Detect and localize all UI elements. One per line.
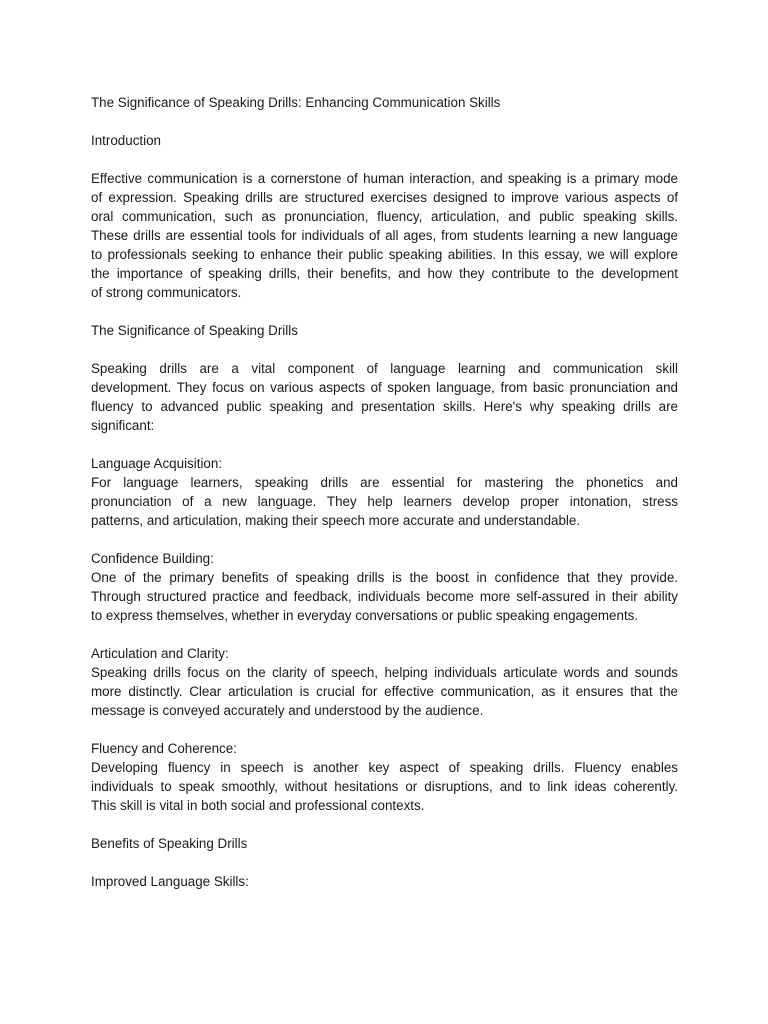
paragraph-line: For language learners, speaking drills are essential for mastering the phonetics and (91, 475, 678, 490)
paragraph-line: One of the primary benefits of speaking drills is the boost in confidence that they provide. (91, 570, 678, 585)
section-heading: Articulation and Clarity: (91, 646, 229, 661)
paragraph-line: development. They focus on various aspects of spoken language, from basic pronunciation and (91, 380, 678, 395)
paragraph-line: more distinctly. Clear articulation is crucial for effective communication, as it ensures that the (91, 684, 678, 699)
paragraph-line: to express themselves, whether in everyday conversations or public speaking engagements. (91, 608, 639, 623)
intro-heading: Introduction (91, 133, 161, 148)
paragraph-line: This skill is vital in both social and professional contexts. (91, 798, 425, 813)
document-title: The Significance of Speaking Drills: Enhancing Communication Skills (91, 95, 501, 110)
paragraph-line: Speaking drills are a vital component of language learning and communication skill (91, 361, 678, 376)
paragraph-line: message is conveyed accurately and understood by the audience. (91, 703, 484, 718)
paragraph-line: significant: (91, 418, 155, 433)
paragraph-line: individuals to speak smoothly, without hesitations or disruptions, and to link ideas coherently. (91, 779, 678, 794)
significance-heading: The Significance of Speaking Drills (91, 323, 298, 338)
section-confidence-building (91, 549, 678, 625)
paragraph-line: Effective communication is a cornerstone of human interaction, and speaking is a primary mode (91, 171, 678, 186)
intro-paragraph (91, 169, 678, 302)
section-language-acquisition (91, 454, 678, 530)
paragraph-line: These drills are essential tools for individuals of all ages, from students learning a new language (91, 228, 678, 243)
section-heading: Fluency and Coherence: (91, 741, 237, 756)
paragraph-line: Developing fluency in speech is another key aspect of speaking drills. Fluency enables (91, 760, 678, 775)
document-page (91, 93, 678, 891)
section-fluency-coherence (91, 739, 678, 815)
improved-language-skills-heading: Improved Language Skills: (91, 874, 249, 889)
section-heading: Language Acquisition: (91, 456, 223, 471)
paragraph-line: of strong communicators. (91, 285, 242, 300)
significance-paragraph (91, 359, 678, 435)
paragraph-line: Speaking drills focus on the clarity of speech, helping individuals articulate words and sounds (91, 665, 678, 680)
paragraph-line: Through structured practice and feedback, individuals become more self-assured in their ability (91, 589, 678, 604)
paragraph-line: patterns, and articulation, making their speech more accurate and understandable. (91, 513, 581, 528)
paragraph-line: fluency to advanced public speaking and presentation skills. Here's why speaking drills are (91, 399, 678, 414)
paragraph-line: pronunciation of a new language. They help learners develop proper intonation, stress (91, 494, 678, 509)
paragraph-line: the importance of speaking drills, their benefits, and how they contribute to the development (91, 266, 678, 281)
paragraph-line: of expression. Speaking drills are structured exercises designed to improve various aspects of (91, 190, 678, 205)
benefits-heading: Benefits of Speaking Drills (91, 836, 248, 851)
paragraph-line: to professionals seeking to enhance their public speaking abilities. In this essay, we will explore (91, 247, 678, 262)
section-articulation-clarity (91, 644, 678, 720)
paragraph-line: oral communication, such as pronunciation, fluency, articulation, and public speaking skills. (91, 209, 678, 224)
section-heading: Confidence Building: (91, 551, 214, 566)
